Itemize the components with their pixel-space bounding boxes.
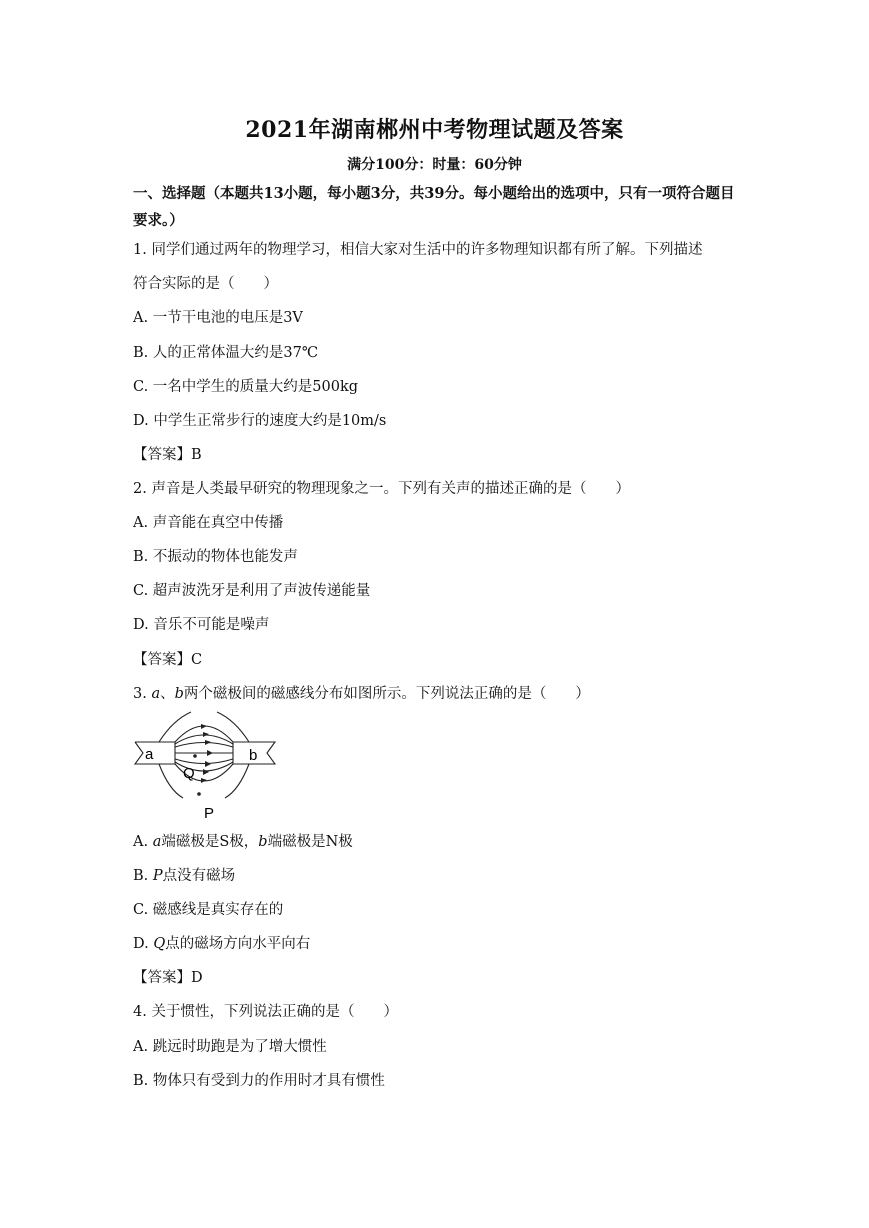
q1-stem-line1: 1. 同学们通过两年的物理学习，相信大家对生活中的许多物理知识都有所了解。下列描述 bbox=[133, 242, 703, 258]
q1-option-d: D. 中学生正常步行的速度大约是10m/s bbox=[133, 413, 387, 429]
q3-option-a: A. a端磁极是S极，b端磁极是N极 bbox=[133, 834, 353, 850]
q3-answer: 【答案】D bbox=[133, 970, 203, 986]
document-title: 2021年湖南郴州中考物理试题及答案 bbox=[245, 117, 624, 143]
q3-option-d: D. Q点的磁场方向水平向右 bbox=[133, 936, 311, 952]
q2-answer: 【答案】C bbox=[133, 652, 203, 668]
magnetic-field-figure bbox=[133, 706, 283, 824]
q4-option-a: A. 跳远时助跑是为了增大惯性 bbox=[133, 1039, 327, 1055]
point-label-q: Q bbox=[183, 765, 195, 782]
q1-answer: 【答案】B bbox=[133, 447, 202, 463]
magnet-label-b: b bbox=[249, 747, 258, 764]
q2-stem: 2. 声音是人类最早研究的物理现象之一。下列有关声的描述正确的是（ ） bbox=[133, 481, 630, 497]
q3-option-c: C. 磁感线是真实存在的 bbox=[133, 902, 284, 918]
q3-option-b: B. P点没有磁场 bbox=[133, 868, 236, 884]
q2-option-c: C. 超声波洗牙是利用了声波传递能量 bbox=[133, 583, 371, 599]
q2-option-d: D. 音乐不可能是噪声 bbox=[133, 617, 270, 633]
point-label-p: P bbox=[204, 805, 215, 822]
q3-stem: 3. a、b两个磁极间的磁感线分布如图所示。下列说法正确的是（ ） bbox=[133, 686, 590, 702]
section-heading: 一、选择题（本题共13小题，每小题3分，共39分。每小题给出的选项中，只有一项符合题目要求。） bbox=[133, 185, 735, 229]
q2-option-a: A. 声音能在真空中传播 bbox=[133, 515, 284, 531]
q4-option-b: B. 物体只有受到力的作用时才具有惯性 bbox=[133, 1073, 385, 1089]
q2-option-b: B. 不振动的物体也能发声 bbox=[133, 549, 298, 565]
magnet-label-a: a bbox=[145, 746, 154, 763]
exam-info: 满分100分：时量：60分钟 bbox=[347, 157, 522, 173]
q1-option-c: C. 一名中学生的质量大约是500kg bbox=[133, 379, 359, 395]
q1-option-a: A. 一节干电池的电压是3V bbox=[133, 310, 303, 326]
q4-stem: 4. 关于惯性，下列说法正确的是（ ） bbox=[133, 1004, 398, 1020]
q1-option-b: B. 人的正常体温大约是37℃ bbox=[133, 345, 319, 361]
q1-stem-line2: 符合实际的是（ ） bbox=[133, 276, 278, 292]
